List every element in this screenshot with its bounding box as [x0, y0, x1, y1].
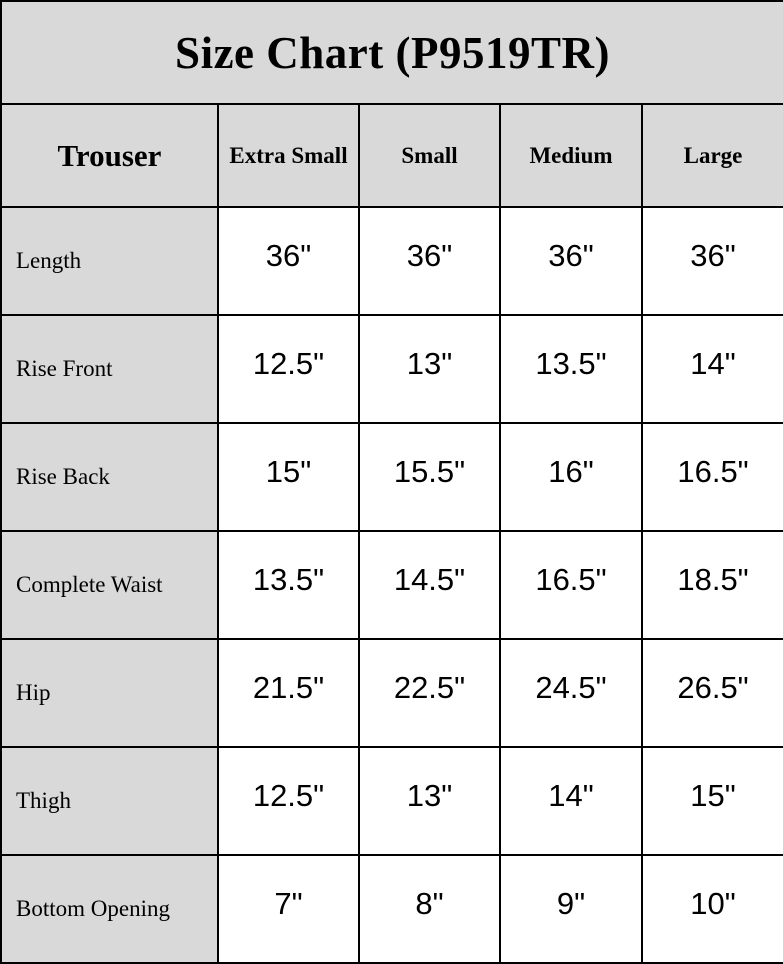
table-row-bottom-opening — [1, 855, 783, 963]
table-row-thigh — [1, 747, 783, 855]
size-value-cell: 8" — [359, 855, 500, 963]
header-row — [1, 104, 783, 207]
column-header-small: Small — [359, 104, 500, 207]
size-value-cell: 9" — [500, 855, 642, 963]
size-value-cell: 14.5" — [359, 531, 500, 639]
size-value-cell: 15" — [642, 747, 783, 855]
size-value-cell: 24.5" — [500, 639, 642, 747]
size-value-cell: 36" — [218, 207, 359, 315]
size-value-cell: 12.5" — [218, 747, 359, 855]
size-value-cell: 36" — [642, 207, 783, 315]
row-label: Rise Front — [1, 315, 218, 423]
table-row-hip — [1, 639, 783, 747]
size-value-cell: 16" — [500, 423, 642, 531]
size-value-cell: 26.5" — [642, 639, 783, 747]
row-label: Bottom Opening — [1, 855, 218, 963]
row-label: Length — [1, 207, 218, 315]
size-value-cell: 36" — [500, 207, 642, 315]
size-value-cell: 13" — [359, 315, 500, 423]
size-value-cell: 16.5" — [500, 531, 642, 639]
table-row-rise-front — [1, 315, 783, 423]
row-label: Hip — [1, 639, 218, 747]
size-value-cell: 36" — [359, 207, 500, 315]
table-row-complete-waist — [1, 531, 783, 639]
row-label: Rise Back — [1, 423, 218, 531]
size-value-cell: 22.5" — [359, 639, 500, 747]
table-row-length — [1, 207, 783, 315]
column-header-extra-small: Extra Small — [218, 104, 359, 207]
size-value-cell: 12.5" — [218, 315, 359, 423]
title-row — [1, 1, 783, 104]
page-title: Size Chart (P9519TR) — [1, 1, 783, 104]
size-value-cell: 15" — [218, 423, 359, 531]
size-value-cell: 15.5" — [359, 423, 500, 531]
size-value-cell: 13" — [359, 747, 500, 855]
size-value-cell: 13.5" — [218, 531, 359, 639]
column-header-large: Large — [642, 104, 783, 207]
table-row-rise-back — [1, 423, 783, 531]
row-label: Complete Waist — [1, 531, 218, 639]
size-value-cell: 16.5" — [642, 423, 783, 531]
row-label: Thigh — [1, 747, 218, 855]
corner-header-trouser: Trouser — [1, 104, 218, 207]
size-value-cell: 7" — [218, 855, 359, 963]
size-value-cell: 13.5" — [500, 315, 642, 423]
size-value-cell: 18.5" — [642, 531, 783, 639]
size-value-cell: 21.5" — [218, 639, 359, 747]
size-value-cell: 10" — [642, 855, 783, 963]
size-value-cell: 14" — [500, 747, 642, 855]
column-header-medium: Medium — [500, 104, 642, 207]
size-value-cell: 14" — [642, 315, 783, 423]
